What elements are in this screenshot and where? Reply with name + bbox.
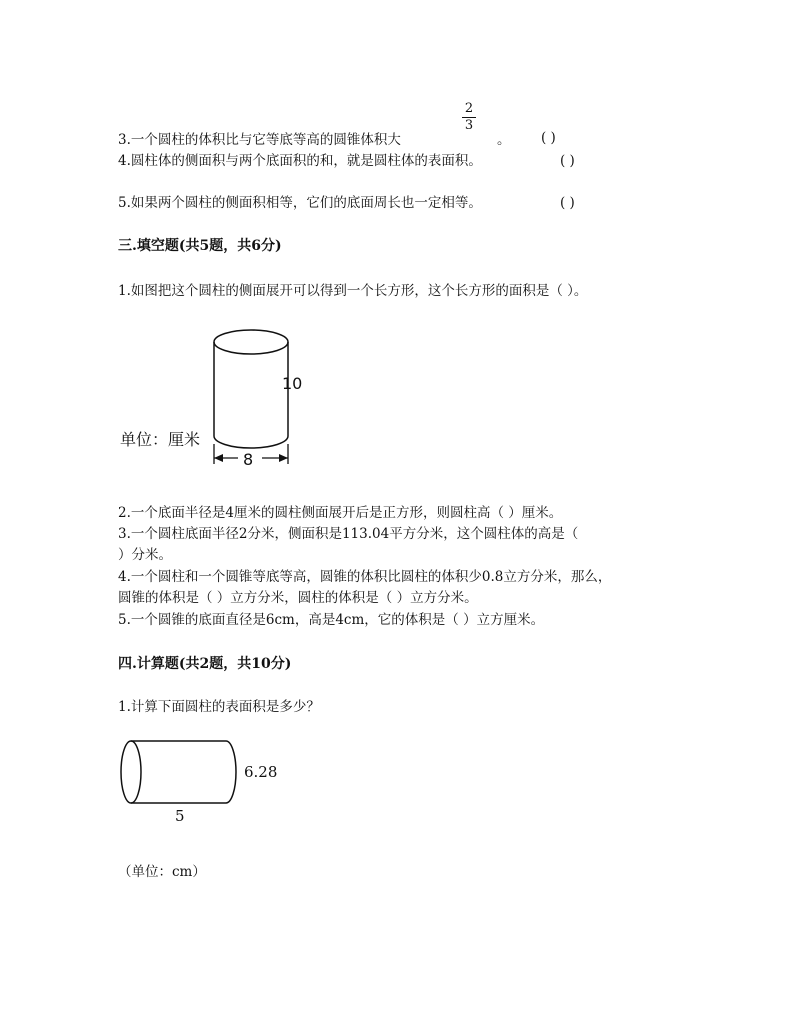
- cylinder-top-ellipse: [214, 330, 288, 354]
- fill-q1-text: 1.如图把这个圆柱的侧面展开可以得到一个长方形，这个长方形的面积是（ ）。: [118, 283, 588, 299]
- judge-q4-text: 4.圆柱体的侧面积与两个底面积的和，就是圆柱体的表面积。: [118, 153, 482, 169]
- arrow-right-icon: [279, 454, 288, 462]
- unit-label-cm: （单位：cm）: [118, 864, 206, 880]
- diameter-label: 6.28: [244, 763, 278, 781]
- section3-title: 三.填空题(共5题，共6分): [118, 238, 282, 254]
- cylinder-bottom-arc: [214, 436, 288, 448]
- cylinder-left-ellipse: [121, 741, 141, 803]
- fill-q4-line2: 圆锥的体积是（ ）立方分米，圆柱的体积是（ ）立方分米。: [118, 590, 478, 606]
- section4-title: 四.计算题(共2题，共10分): [118, 656, 292, 672]
- fraction-numerator: 2: [464, 101, 474, 116]
- length-label: 5: [175, 807, 185, 825]
- judge-q5-text: 5.如果两个圆柱的侧面积相等，它们的底面周长也一定相等。: [118, 195, 482, 211]
- fill-q3-line1: 3.一个圆柱底面半径2分米，侧面积是113.04平方分米，这个圆柱体的高是（: [118, 526, 579, 542]
- fill-q5-text: 5.一个圆锥的底面直径是6cm，高是4cm，它的体积是（ ）立方厘米。: [118, 612, 545, 628]
- cylinder-right-arc: [226, 741, 236, 803]
- arrow-left-icon: [214, 454, 223, 462]
- fraction-denominator: 3: [464, 118, 474, 133]
- unit-label: 单位：厘米: [120, 430, 201, 449]
- diameter-label: 8: [243, 450, 254, 469]
- fill-q2-text: 2.一个底面半径是4厘米的圆柱侧面展开后是正方形，则圆柱高（ ）厘米。: [118, 505, 563, 521]
- cylinder-figure-vertical: [110, 318, 310, 478]
- calc-q1-text: 1.计算下面圆柱的表面积是多少？: [118, 699, 320, 715]
- judge-q4-answer-paren[interactable]: ( ): [560, 153, 575, 169]
- judge-q5-answer-paren[interactable]: ( ): [560, 195, 575, 211]
- fill-q3-line2: ）分米。: [118, 547, 172, 563]
- cylinder-figure-horizontal: [110, 735, 310, 835]
- judge-q3-text: 3.一个圆柱的体积比与它等底等高的圆锥体积大: [118, 132, 401, 148]
- judge-q3-answer-paren[interactable]: ( ): [541, 130, 556, 146]
- judge-q3-period: 。: [497, 132, 511, 148]
- height-label: 10: [282, 374, 303, 393]
- fill-q4-line1: 4.一个圆柱和一个圆锥等底等高，圆锥的体积比圆柱的体积少0.8立方分米，那么，: [118, 569, 612, 585]
- fraction-two-thirds: [462, 102, 476, 133]
- judge-q3: [118, 130, 401, 150]
